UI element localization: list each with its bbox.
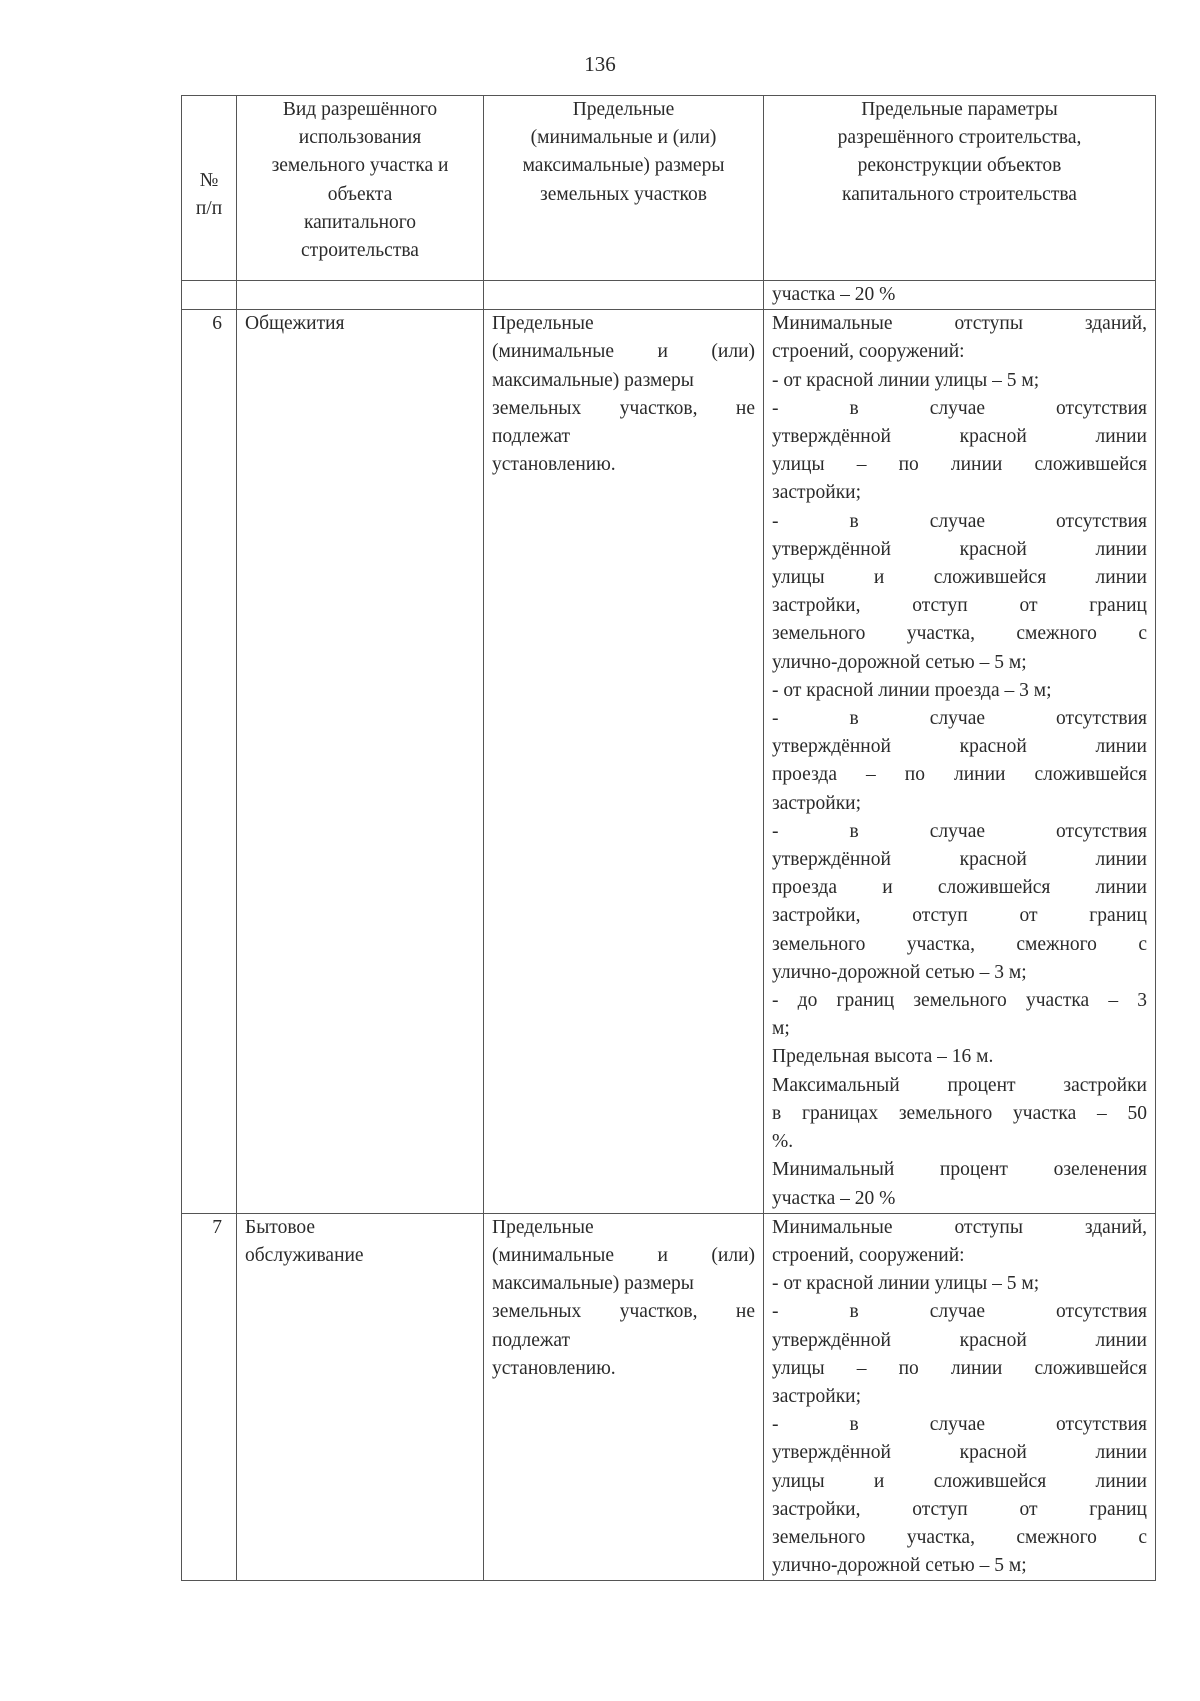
cell-use-type	[237, 281, 484, 310]
table-row-continuation	[182, 281, 1156, 310]
header-line: разрешённого строительства,	[837, 127, 1082, 149]
text-line: подлежат	[492, 1329, 571, 1351]
cell-plot-sizes	[484, 310, 764, 1214]
table-row-6	[182, 310, 1156, 1214]
text-line: (минимальные и (или)	[492, 1244, 755, 1266]
cell-use-type	[237, 1213, 484, 1581]
cell-use-type: Общежития	[237, 310, 484, 1214]
page-number: 136	[584, 52, 616, 76]
text-line: улично-дорожной сетью – 5 м;	[772, 651, 1027, 673]
header-line: капитального	[303, 211, 417, 233]
text-line: Предельные	[492, 1216, 594, 1238]
text-line: утверждённой красной линии	[772, 426, 1147, 448]
text-line: подлежат	[492, 426, 571, 448]
cell-construction-params: участка – 20 %	[764, 281, 1156, 310]
header-line: Предельные параметры	[861, 99, 1058, 120]
cell-number	[182, 281, 237, 310]
header-number	[182, 96, 237, 281]
text-line: утверждённой красной линии	[772, 1329, 1147, 1351]
text-line: застройки, отступ от границ	[772, 595, 1147, 617]
header-line: №	[199, 169, 219, 191]
text-line: - до границ земельного участка – 3	[772, 990, 1147, 1012]
text-line: участка – 20 %	[772, 1187, 896, 1209]
text-line: земельного участка, смежного с	[772, 623, 1147, 645]
cell-construction-params	[764, 310, 1156, 1214]
text-line: земельных участков, не	[492, 397, 755, 419]
text-line: проезда и сложившейся линии	[772, 877, 1147, 899]
text-line: - в случае отсутствия	[772, 397, 1147, 419]
text-line: - от красной линии проезда – 3 м;	[772, 679, 1052, 701]
text-line: установлению.	[492, 454, 616, 476]
text-line: в границах земельного участка – 50	[772, 1102, 1147, 1124]
text-line: застройки;	[772, 792, 862, 814]
header-line: максимальные) размеры	[522, 155, 725, 177]
header-line: реконструкции объектов	[857, 155, 1062, 177]
text-line: земельного участка, смежного с	[772, 1526, 1147, 1548]
cell-plot-sizes	[484, 1213, 764, 1581]
text-line: Бытовое	[245, 1216, 316, 1238]
header-line: Предельные	[572, 99, 675, 120]
header-line: п/п	[195, 198, 223, 219]
header-line: земельного участка и	[271, 155, 449, 177]
text-line: - в случае отсутствия	[772, 1301, 1147, 1323]
text-line: - в случае отсутствия	[772, 708, 1147, 730]
cell-number: 6	[182, 310, 237, 1214]
text-line: улично-дорожной сетью – 3 м;	[772, 961, 1027, 983]
text-line: улицы – по линии сложившейся	[772, 1357, 1147, 1379]
header-line: строительства	[301, 240, 419, 262]
text-line: застройки, отступ от границ	[772, 905, 1147, 927]
text-line: проезда – по линии сложившейся	[772, 764, 1147, 786]
header-plot-sizes	[484, 96, 764, 281]
text-line: улицы – по линии сложившейся	[772, 454, 1147, 476]
text-line: - в случае отсутствия	[772, 510, 1147, 532]
text-line: - от красной линии улицы – 5 м;	[772, 369, 1040, 391]
cell-construction-params	[764, 1213, 1156, 1581]
header-line: объекта	[327, 183, 393, 205]
text-line: обслуживание	[245, 1244, 364, 1266]
text-line: утверждённой красной линии	[772, 849, 1147, 871]
header-line: земельных участков	[540, 183, 707, 205]
text-line: утверждённой красной линии	[772, 736, 1147, 758]
text-line: Минимальный процент озеленения	[772, 1159, 1147, 1181]
cell-plot-sizes	[484, 281, 764, 310]
text-line: утверждённой красной линии	[772, 1442, 1147, 1464]
text-line: улицы и сложившейся линии	[772, 1470, 1147, 1492]
text-line: максимальные) размеры	[492, 1273, 694, 1295]
text-line: строений, сооружений:	[772, 1244, 965, 1266]
text-line: застройки, отступ от границ	[772, 1498, 1147, 1520]
cell-number: 7	[182, 1213, 237, 1581]
text-line: Минимальные отступы зданий,	[772, 313, 1147, 335]
text-line: (минимальные и (или)	[492, 341, 755, 363]
text-line: максимальные) размеры	[492, 369, 694, 391]
header-use-type	[237, 96, 484, 281]
land-use-regulations-table	[181, 95, 1156, 1581]
text-line: застройки;	[772, 482, 862, 504]
text-line: земельных участков, не	[492, 1301, 755, 1323]
text-line: Предельная высота – 16 м.	[772, 1046, 994, 1068]
text-line: Минимальные отступы зданий,	[772, 1216, 1147, 1238]
text-line: - от красной линии улицы – 5 м;	[772, 1273, 1040, 1295]
text-line: Предельные	[492, 313, 594, 335]
text-line: м;	[772, 1018, 790, 1040]
text-line: %.	[772, 1131, 794, 1153]
text-line: строений, сооружений:	[772, 341, 965, 363]
table-header-row	[182, 96, 1156, 281]
text-line: утверждённой красной линии	[772, 538, 1147, 560]
header-line: использования	[298, 127, 422, 149]
header-line: Вид разрешённого	[282, 99, 438, 120]
text-line: установлению.	[492, 1357, 616, 1379]
header-construction-params	[764, 96, 1156, 281]
text-line: застройки;	[772, 1385, 862, 1407]
text-line: улицы и сложившейся линии	[772, 567, 1147, 589]
header-line: капитального строительства	[842, 183, 1077, 205]
header-line: (минимальные и (или)	[530, 127, 717, 149]
text-line: Максимальный процент застройки	[772, 1074, 1147, 1096]
table-row-7	[182, 1213, 1156, 1581]
text-line: земельного участка, смежного с	[772, 933, 1147, 955]
text-line: - в случае отсутствия	[772, 1414, 1147, 1436]
text-line: улично-дорожной сетью – 5 м;	[772, 1555, 1027, 1577]
text-line: - в случае отсутствия	[772, 820, 1147, 842]
